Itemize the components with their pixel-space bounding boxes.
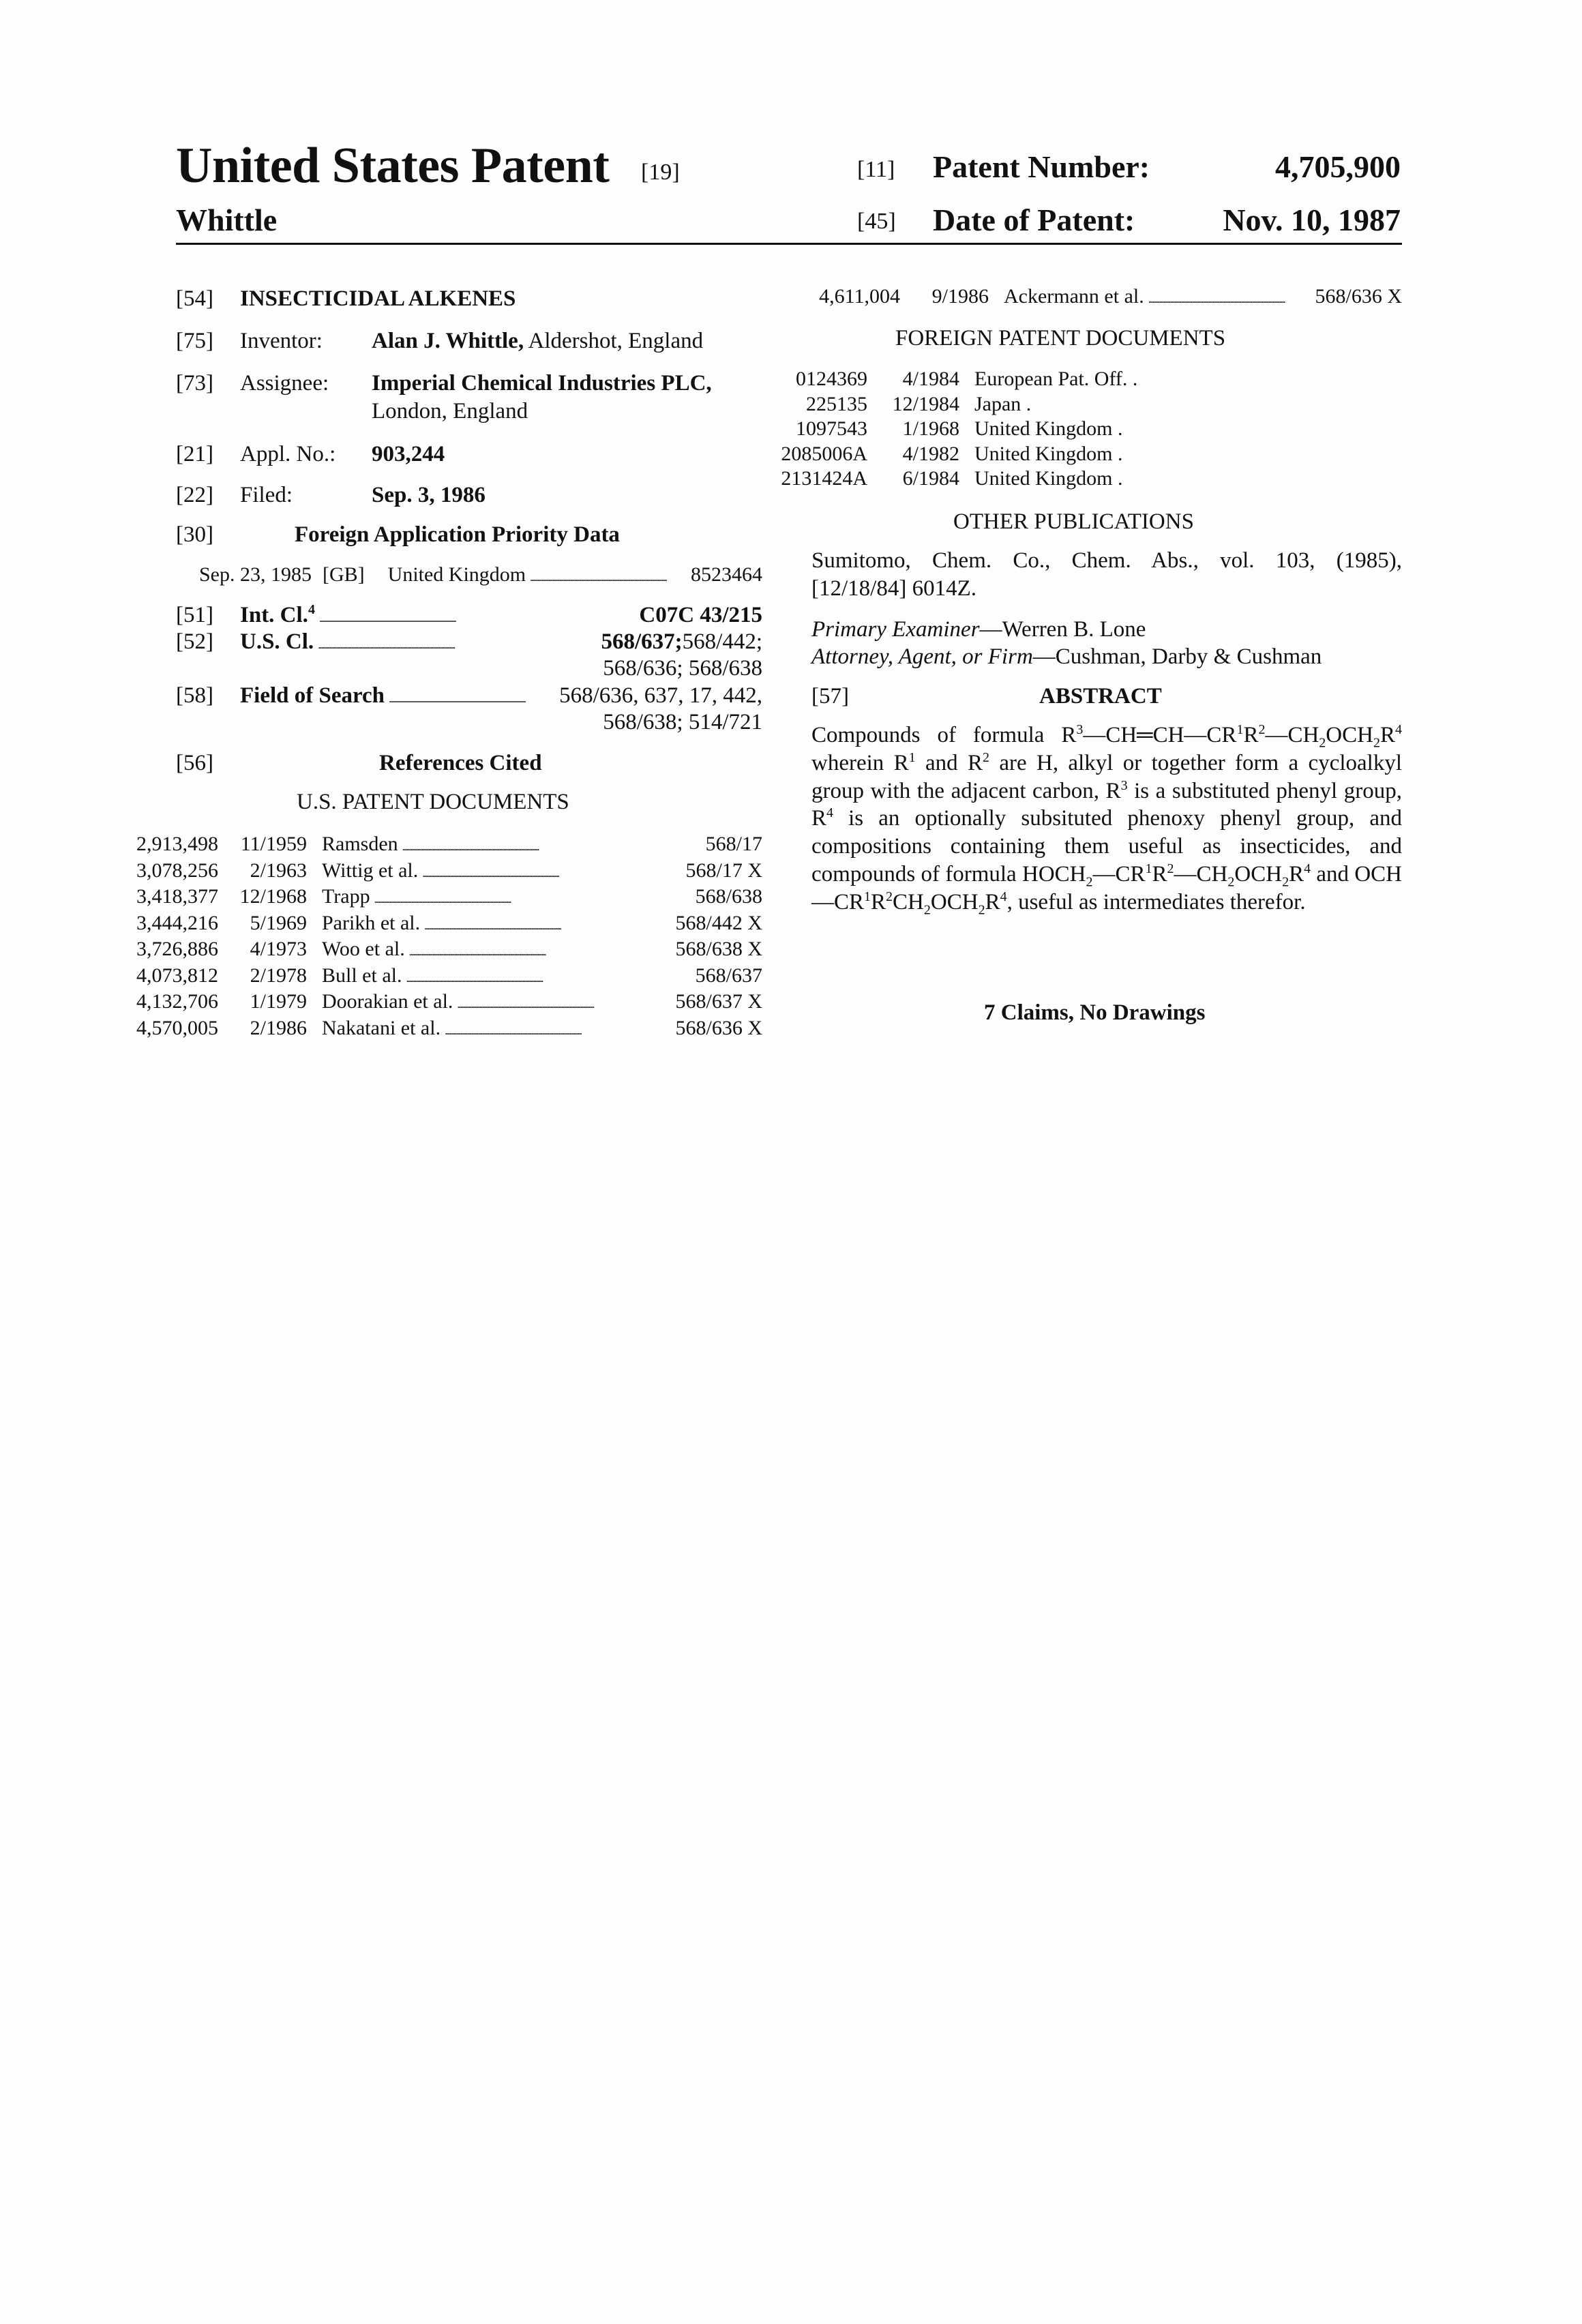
doc-name: Trapp: [322, 885, 370, 908]
doc-number: 4,073,812: [116, 964, 218, 987]
abstract-sup: 4: [1000, 889, 1007, 904]
abstract-segment: —CH═CH—CR: [1083, 723, 1236, 747]
doc-number: 4,611,004: [798, 285, 900, 308]
doc-date: 4/1982: [867, 443, 959, 466]
priority-heading: Foreign Application Priority Data: [295, 524, 620, 546]
search-value: 568/636, 637, 17, 442,: [559, 685, 762, 707]
doc-name: Ramsden: [322, 833, 398, 856]
doc-class: 568/637: [696, 964, 762, 987]
abstract-segment: OCH: [1326, 723, 1373, 747]
abstract-sub: 2: [1373, 736, 1380, 751]
doc-date: 5/1969: [218, 912, 307, 935]
doc-date: 1/1979: [218, 990, 307, 1013]
us-doc-row: [798, 285, 1402, 308]
abstract-sup: 1: [864, 889, 871, 904]
title-code: [19]: [641, 161, 680, 184]
leader-dots: [318, 631, 597, 653]
inventor-surname: Whittle: [176, 205, 277, 236]
doc-date: 2/1986: [218, 1017, 307, 1040]
doc-number: 3,726,886: [116, 938, 218, 961]
abstract-segment: is an optionally sub­situted phenoxy phenyl group, and compositions con­taining them useful as insecticides, and compounds of formula HOCH: [811, 806, 1402, 887]
us-doc-row: [116, 885, 762, 908]
us-doc-row: [116, 938, 762, 961]
abstract-segment: R: [1380, 723, 1395, 747]
us-doc-row: [116, 1017, 762, 1040]
abstract-segment: , useful as intermediates therefor.: [1007, 890, 1306, 914]
doc-date: 12/1984: [867, 393, 959, 416]
abstract-text: [811, 721, 1402, 917]
abstract-segment: R: [1152, 862, 1167, 887]
doc-number: 3,444,216: [116, 912, 218, 935]
refs-heading: References Cited: [379, 752, 542, 775]
leader-dots: [402, 833, 702, 856]
uscl-code: [52]: [176, 631, 213, 653]
abstract-sup: 4: [826, 805, 833, 820]
search-code: [58]: [176, 685, 213, 707]
abstract-segment: R: [1289, 862, 1304, 887]
doc-class: 568/17 X: [686, 859, 763, 882]
doc-name: Ackermann et al.: [1004, 285, 1144, 308]
us-docs-heading: U.S. PATENT DOCUMENTS: [297, 791, 569, 814]
priority-country-code: [GB]: [323, 565, 365, 585]
other-publication-line-1: Sumitomo, Chem. Co., Chem. Abs., vol. 103, (1985),: [811, 550, 1402, 572]
doc-number: 3,418,377: [116, 885, 218, 908]
doc-name: Doorakian et al.: [322, 990, 453, 1013]
leader-dots: [422, 859, 681, 882]
doc-date: 12/1968: [218, 885, 307, 908]
doc-number: 3,078,256: [116, 859, 218, 882]
abstract-sub: 2: [924, 902, 931, 917]
doc-class: 568/442 X: [676, 912, 763, 935]
abstract-sup: 1: [909, 750, 916, 765]
doc-class: 568/636 X: [1315, 285, 1403, 308]
doc-date: 2/1963: [218, 859, 307, 882]
assignee-name: Imperial Chemical Industries PLC,: [372, 372, 712, 395]
patent-number-code: [11]: [857, 158, 895, 181]
filed-date: Sep. 3, 1986: [372, 484, 486, 507]
doc-number: 2085006A: [764, 443, 867, 466]
us-doc-row: [116, 990, 762, 1013]
examiner-label: Primary Examiner: [811, 617, 980, 642]
inventor-value: [372, 330, 703, 353]
intcl-sup: 4: [308, 602, 315, 617]
abstract-segment: OCH: [1234, 862, 1282, 887]
abstract-segment: Compounds of formula R: [811, 723, 1076, 747]
doc-date: 11/1959: [218, 833, 307, 856]
abstract-sup: 1: [1236, 722, 1243, 737]
abstract-segment: —CR: [1093, 862, 1146, 887]
doc-name: Woo et al.: [322, 938, 405, 961]
abstract-segment: CH: [893, 890, 924, 914]
patent-number: 4,705,900: [1275, 151, 1401, 183]
doc-number: 2,913,498: [116, 833, 218, 856]
us-doc-row: [116, 964, 762, 987]
attorney-name: —Cushman, Darby & Cushman: [1033, 644, 1322, 669]
doc-class: 568/638: [696, 885, 762, 908]
inventor-code: [75]: [176, 330, 213, 353]
abstract-sub: 2: [1319, 736, 1326, 751]
patent-number-label: Patent Number:: [933, 151, 1150, 183]
priority-code: [30]: [176, 524, 213, 546]
intcl-row: [240, 604, 762, 627]
doc-class: 568/17: [706, 833, 762, 856]
leader-dots: [1148, 285, 1311, 308]
foreign-doc-row: [764, 467, 1123, 490]
date-code: [45]: [857, 210, 896, 233]
abstract-sup: 2: [886, 889, 893, 904]
doc-number: 0124369: [764, 368, 867, 391]
assignee-label: Assignee:: [240, 372, 329, 395]
abstract-segment: R: [871, 890, 886, 914]
uscl-value-bold: 568/637;: [601, 631, 682, 653]
title-code-54: [54]: [176, 288, 213, 310]
doc-number: 4,132,706: [116, 990, 218, 1013]
doc-country: Japan .: [974, 393, 1031, 416]
leader-dots: [424, 912, 671, 935]
attorney-label: Attorney, Agent, or Firm: [811, 644, 1033, 669]
doc-country: European Pat. Off. .: [974, 368, 1137, 391]
abstract-segment: is a substituted phenyl group, R: [811, 779, 1402, 831]
leader-dots: [374, 885, 691, 908]
uscl-label: U.S. Cl.: [240, 631, 314, 653]
abstract-sub: 2: [979, 902, 985, 917]
us-doc-row: [116, 859, 762, 882]
uscl-row: [240, 631, 762, 653]
inventor-name: Alan J. Whittle,: [372, 329, 524, 353]
doc-name: Parikh et al.: [322, 912, 420, 935]
primary-examiner: [811, 619, 1146, 641]
other-heading: OTHER PUBLICATIONS: [953, 511, 1194, 533]
filed-code: [22]: [176, 484, 213, 507]
abstract-sup: 3: [1121, 778, 1128, 793]
abstract-heading: ABSTRACT: [1039, 685, 1162, 708]
leader-dots: [457, 990, 671, 1013]
leader-dots: [530, 565, 687, 585]
abstract-segment: are H, alkyl or together form a cycloalkyl group with the adjacent carbon, R: [811, 751, 1402, 803]
leader-dots: [319, 604, 635, 627]
leader-dots: [445, 1017, 671, 1040]
doc-country: United Kingdom .: [974, 443, 1123, 466]
search-value-2: 568/638; 514/721: [603, 711, 762, 734]
abstract-segment: and R: [916, 751, 983, 775]
doc-class: 568/636 X: [676, 1017, 763, 1040]
doc-number: 2131424A: [764, 467, 867, 490]
assignee-place: London, England: [372, 400, 528, 423]
uscl-value-2: 568/636; 568/638: [603, 657, 762, 680]
abstract-sup: 1: [1146, 861, 1152, 876]
doc-country: United Kingdom .: [974, 467, 1123, 490]
abstract-sup: 3: [1076, 722, 1083, 737]
abstract-segment: —CH: [1265, 723, 1319, 747]
doc-name: Wittig et al.: [322, 859, 418, 882]
doc-class: 568/637 X: [676, 990, 763, 1013]
abstract-sub: 2: [1086, 875, 1093, 890]
claims-summary: 7 Claims, No Drawings: [984, 1002, 1206, 1024]
foreign-doc-row: [764, 417, 1123, 441]
invention-title: INSECTICIDAL ALKENES: [240, 288, 516, 310]
doc-class: 568/638 X: [676, 938, 763, 961]
appl-label: Appl. No.:: [240, 443, 335, 466]
abstract-sup: 4: [1304, 861, 1311, 876]
doc-number: 4,570,005: [116, 1017, 218, 1040]
doc-date: 4/1973: [218, 938, 307, 961]
examiner-name: —Werren B. Lone: [980, 617, 1146, 642]
abstract-sup: 4: [1395, 722, 1402, 737]
foreign-doc-row: [764, 393, 1031, 416]
header-rule: [176, 243, 1402, 245]
doc-date: 4/1984: [867, 368, 959, 391]
search-label: Field of Search: [240, 685, 385, 707]
patent-date: Nov. 10, 1987: [1223, 205, 1401, 236]
appl-number: 903,244: [372, 443, 445, 466]
appl-code: [21]: [176, 443, 213, 466]
leader-dots: [389, 685, 555, 707]
document-title: United States Patent: [176, 140, 609, 191]
leader-dots: [409, 938, 672, 961]
inventor-label: Inventor:: [240, 330, 323, 353]
doc-date: 1/1968: [867, 417, 959, 441]
priority-row: [199, 565, 762, 585]
priority-number: 8523464: [691, 565, 762, 585]
abstract-segment: R: [985, 890, 1000, 914]
filed-label: Filed:: [240, 484, 293, 507]
doc-number: 225135: [764, 393, 867, 416]
doc-date: 9/1986: [900, 285, 989, 308]
foreign-doc-row: [764, 443, 1123, 466]
intcl-code: [51]: [176, 604, 213, 627]
abstract-segment: R: [1243, 723, 1258, 747]
refs-code: [56]: [176, 752, 213, 775]
abstract-sup: 2: [1167, 861, 1174, 876]
doc-date: 2/1978: [218, 964, 307, 987]
priority-date: Sep. 23, 1985: [199, 565, 312, 585]
priority-country: United Kingdom: [388, 565, 526, 585]
leader-dots: [406, 964, 691, 987]
date-label: Date of Patent:: [933, 205, 1135, 236]
doc-number: 1097543: [764, 417, 867, 441]
abstract-segment: and OCH—CR: [811, 862, 1402, 914]
us-doc-row: [116, 833, 762, 856]
intcl-value: C07C 43/215: [639, 604, 762, 627]
abstract-segment: —CH: [1174, 862, 1228, 887]
attorney: [811, 646, 1322, 668]
search-row: [240, 685, 762, 707]
inventor-place: Aldershot, England: [524, 329, 703, 353]
doc-name: Nakatani et al.: [322, 1017, 441, 1040]
intcl-label: Int. Cl.: [240, 603, 308, 627]
doc-country: United Kingdom .: [974, 417, 1123, 441]
doc-date: 6/1984: [867, 467, 959, 490]
assignee-code: [73]: [176, 372, 213, 395]
abstract-code: [57]: [811, 685, 849, 708]
abstract-sub: 2: [1282, 875, 1289, 890]
foreign-heading: FOREIGN PATENT DOCUMENTS: [895, 327, 1225, 350]
abstract-segment: wherein R: [811, 751, 909, 775]
foreign-doc-row: [764, 368, 1137, 391]
abstract-sup: 2: [983, 750, 989, 765]
abstract-sub: 2: [1227, 875, 1234, 890]
abstract-segment: OCH: [931, 890, 979, 914]
uscl-value: 568/442;: [683, 631, 762, 653]
other-publication-line-2: [12/18/84] 6014Z.: [811, 578, 976, 600]
us-doc-row: [116, 912, 762, 935]
doc-name: Bull et al.: [322, 964, 402, 987]
abstract-sup: 2: [1258, 722, 1265, 737]
